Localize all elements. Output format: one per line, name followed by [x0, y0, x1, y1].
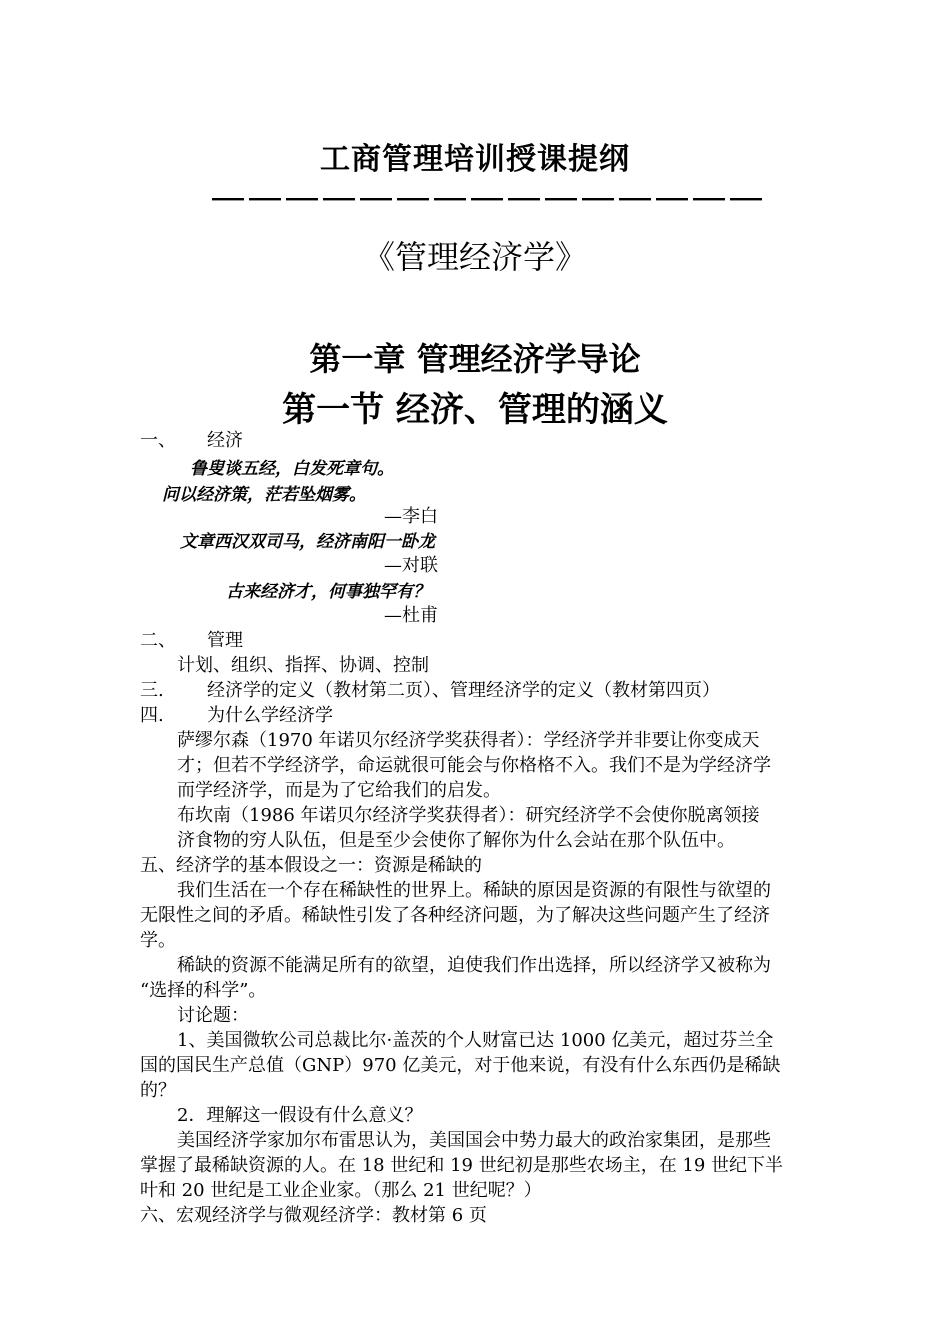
- samuelson-line-2: 才；但若不学经济学，命运就很可能会与你格格不入。我们不是为学经济学: [177, 755, 771, 776]
- couplet-line: 文章西汉双司马，经济南阳一卧龙: [180, 532, 435, 552]
- buchanan-line-1: 布坎南（1986 年诺贝尔经济学奖获得者）：研究经济学不会使你脱离领接: [177, 805, 760, 826]
- samuelson-line-1: 萨缪尔森（1970 年诺贝尔经济学奖获得者）：学经济学并非要让你变成天: [177, 730, 760, 751]
- galbraith-line-1: 美国经济学家加尔布雷思认为，美国国会中势力最大的政治家集团，是那些: [177, 1130, 771, 1151]
- chapter-title: 第一章 管理经济学导论: [309, 340, 641, 378]
- item-1-number: 一、: [140, 430, 176, 451]
- item-4-heading: 为什么学经济学: [207, 705, 333, 726]
- choice-para-line-1: 稀缺的资源不能满足所有的欲望，迫使我们作出选择，所以经济学又被称为: [177, 955, 771, 976]
- samuelson-line-3: 而学经济学，而是为了它给我们的启发。: [177, 780, 501, 801]
- title-divider: [212, 196, 772, 202]
- choice-para-line-2: “选择的科学”。: [140, 980, 267, 1001]
- poem-dufu-attribution: —杜甫: [384, 605, 438, 626]
- item-4-number: 四.: [140, 705, 164, 726]
- couplet-attribution: —对联: [384, 555, 438, 576]
- book-title: 《管理经济学》: [362, 238, 587, 276]
- question-1-line-1: 1、美国微软公司总裁比尔·盖茨的个人财富已达 1000 亿美元，超过芬兰全: [177, 1030, 774, 1051]
- scarcity-para-line-2: 无限性之间的矛盾。稀缺性引发了各种经济问题，为了解决这些问题产生了经济: [140, 905, 770, 926]
- item-5-heading: 五、经济学的基本假设之一：资源是稀缺的: [140, 855, 482, 876]
- item-1-heading: 经济: [207, 430, 243, 451]
- item-3-number: 三.: [140, 680, 164, 701]
- item-6-heading: 六、宏观经济学与微观经济学：教材第 6 页: [140, 1205, 487, 1226]
- item-3-text: 经济学的定义（教材第二页）、管理经济学的定义（教材第四页）: [207, 680, 720, 701]
- galbraith-line-2: 掌握了最稀缺资源的人。在 18 世纪和 19 世纪初是那些农场主，在 19 世纪下半: [140, 1155, 784, 1176]
- section-title: 第一节 经济、管理的涵义: [282, 390, 668, 430]
- item-2-functions: 计划、组织、指挥、协调、控制: [177, 655, 429, 676]
- item-2-heading: 管理: [207, 630, 243, 651]
- question-1-line-2: 国的国民生产总值（GNP）970 亿美元，对于他来说，有没有什么东西仍是稀缺: [140, 1055, 781, 1076]
- galbraith-line-3: 叶和 20 世纪是工业企业家。（那么 21 世纪呢？）: [140, 1180, 542, 1201]
- poem-libai-line-1: 鲁叟谈五经，白发死章句。: [190, 459, 394, 479]
- item-2-number: 二、: [140, 630, 176, 651]
- question-1-line-3: 的？: [140, 1080, 176, 1101]
- buchanan-line-2: 济食物的穷人队伍，但是至少会使你了解你为什么会站在那个队伍中。: [177, 830, 735, 851]
- scarcity-para-line-3: 学。: [140, 930, 176, 951]
- poem-libai-attribution: —李白: [384, 506, 438, 527]
- poem-libai-line-2: 问以经济策，茫若坠烟雾。: [162, 485, 366, 505]
- document-title: 工商管理培训授课提纲: [320, 142, 630, 177]
- question-2: 2．理解这一假设有什么意义？: [177, 1105, 423, 1126]
- scarcity-para-line-1: 我们生活在一个存在稀缺性的世界上。稀缺的原因是资源的有限性与欲望的: [177, 880, 771, 901]
- poem-dufu-line: 古来经济才，何事独罕有？: [226, 582, 430, 602]
- discussion-label: 讨论题：: [177, 1005, 249, 1026]
